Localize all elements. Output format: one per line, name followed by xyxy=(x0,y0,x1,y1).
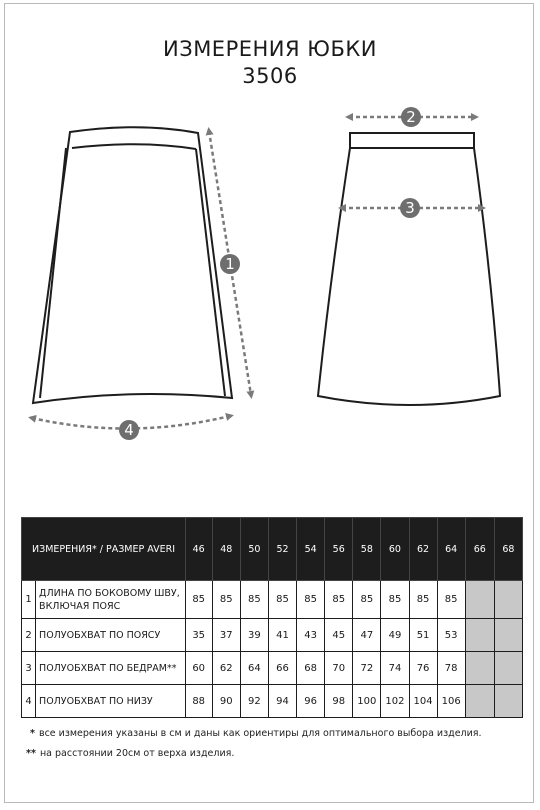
dimension-4-hem xyxy=(32,416,230,440)
size-col-header: 66 xyxy=(465,518,494,581)
table-row xyxy=(22,685,523,718)
cell-value: 37 xyxy=(212,619,240,652)
skirt-front-view xyxy=(318,133,500,405)
cell-value: 106 xyxy=(437,685,465,718)
row-label: ДЛИНА ПО БОКОВОМУ ШВУ, ВКЛЮЧАЯ ПОЯС xyxy=(36,581,186,619)
row-index: 4 xyxy=(22,685,36,718)
marker-3-label: 3 xyxy=(405,199,415,217)
row-index: 1 xyxy=(22,581,36,619)
cell-value: 72 xyxy=(353,652,381,685)
marker-1-label: 1 xyxy=(225,255,235,273)
cell-value: 85 xyxy=(437,581,465,619)
size-table xyxy=(21,517,523,718)
cell-value: 51 xyxy=(409,619,437,652)
cell-value: 53 xyxy=(437,619,465,652)
cell-value: 45 xyxy=(325,619,353,652)
size-col-header: 58 xyxy=(353,518,381,581)
cell-unavailable xyxy=(494,685,522,718)
cell-value: 98 xyxy=(325,685,353,718)
header-label: ИЗМЕРЕНИЯ* / РАЗМЕР AVERI xyxy=(22,518,186,581)
cell-value: 90 xyxy=(212,685,240,718)
cell-unavailable xyxy=(465,652,494,685)
cell-value: 102 xyxy=(381,685,409,718)
cell-value: 66 xyxy=(268,652,296,685)
table-row xyxy=(22,619,523,652)
cell-value: 85 xyxy=(297,581,325,619)
marker-2-label: 2 xyxy=(406,108,416,126)
cell-unavailable xyxy=(465,581,494,619)
cell-value: 68 xyxy=(297,652,325,685)
cell-value: 104 xyxy=(409,685,437,718)
table-header-row xyxy=(22,518,523,581)
size-col-header: 48 xyxy=(212,518,240,581)
cell-value: 74 xyxy=(381,652,409,685)
cell-value: 85 xyxy=(212,581,240,619)
cell-value: 49 xyxy=(381,619,409,652)
cell-value: 43 xyxy=(297,619,325,652)
cell-unavailable xyxy=(465,685,494,718)
cell-value: 70 xyxy=(325,652,353,685)
page-title: ИЗМЕРЕНИЯ ЮБКИ xyxy=(163,37,377,61)
cell-value: 62 xyxy=(212,652,240,685)
row-label: ПОЛУОБХВАТ ПО НИЗУ xyxy=(36,685,186,718)
row-label: ПОЛУОБХВАТ ПО БЕДРАМ** xyxy=(36,652,186,685)
row-index: 3 xyxy=(22,652,36,685)
cell-unavailable xyxy=(494,652,522,685)
cell-unavailable xyxy=(465,619,494,652)
size-col-header: 54 xyxy=(297,518,325,581)
cell-value: 47 xyxy=(353,619,381,652)
cell-value: 64 xyxy=(240,652,268,685)
marker-4-label: 4 xyxy=(124,421,134,439)
cell-value: 60 xyxy=(185,652,212,685)
cell-value: 39 xyxy=(240,619,268,652)
size-col-header: 56 xyxy=(325,518,353,581)
cell-value: 85 xyxy=(240,581,268,619)
table-row xyxy=(22,581,523,619)
cell-value: 76 xyxy=(409,652,437,685)
size-col-header: 50 xyxy=(240,518,268,581)
cell-value: 85 xyxy=(325,581,353,619)
footnote-2-mark: ** xyxy=(26,748,36,759)
row-label: ПОЛУОБХВАТ ПО ПОЯСУ xyxy=(36,619,186,652)
dimension-2-waist xyxy=(349,107,475,127)
size-col-header: 46 xyxy=(185,518,212,581)
table-row xyxy=(22,652,523,685)
cell-value: 85 xyxy=(409,581,437,619)
cell-value: 85 xyxy=(353,581,381,619)
cell-value: 100 xyxy=(353,685,381,718)
footnote-2-text: на расстоянии 20см от верха изделия. xyxy=(39,748,235,759)
cell-value: 96 xyxy=(297,685,325,718)
cell-unavailable xyxy=(494,619,522,652)
model-number: 3506 xyxy=(242,64,298,88)
footnote-1 xyxy=(30,728,482,739)
row-index: 2 xyxy=(22,619,36,652)
cell-value: 88 xyxy=(185,685,212,718)
cell-value: 41 xyxy=(268,619,296,652)
cell-value: 94 xyxy=(268,685,296,718)
footnote-2 xyxy=(26,748,234,759)
size-col-header: 62 xyxy=(409,518,437,581)
cell-value: 85 xyxy=(268,581,296,619)
cell-value: 78 xyxy=(437,652,465,685)
cell-value: 85 xyxy=(185,581,212,619)
cell-unavailable xyxy=(494,581,522,619)
footnote-1-mark: * xyxy=(30,728,35,739)
size-col-header: 64 xyxy=(437,518,465,581)
cell-value: 35 xyxy=(185,619,212,652)
cell-value: 85 xyxy=(381,581,409,619)
skirt-side-view xyxy=(33,127,232,403)
cell-value: 92 xyxy=(240,685,268,718)
size-col-header: 68 xyxy=(494,518,522,581)
footnote-1-text: все измерения указаны в см и даны как ориентиры для оптимального выбора изделия. xyxy=(38,728,482,739)
size-col-header: 60 xyxy=(381,518,409,581)
size-col-header: 52 xyxy=(268,518,296,581)
